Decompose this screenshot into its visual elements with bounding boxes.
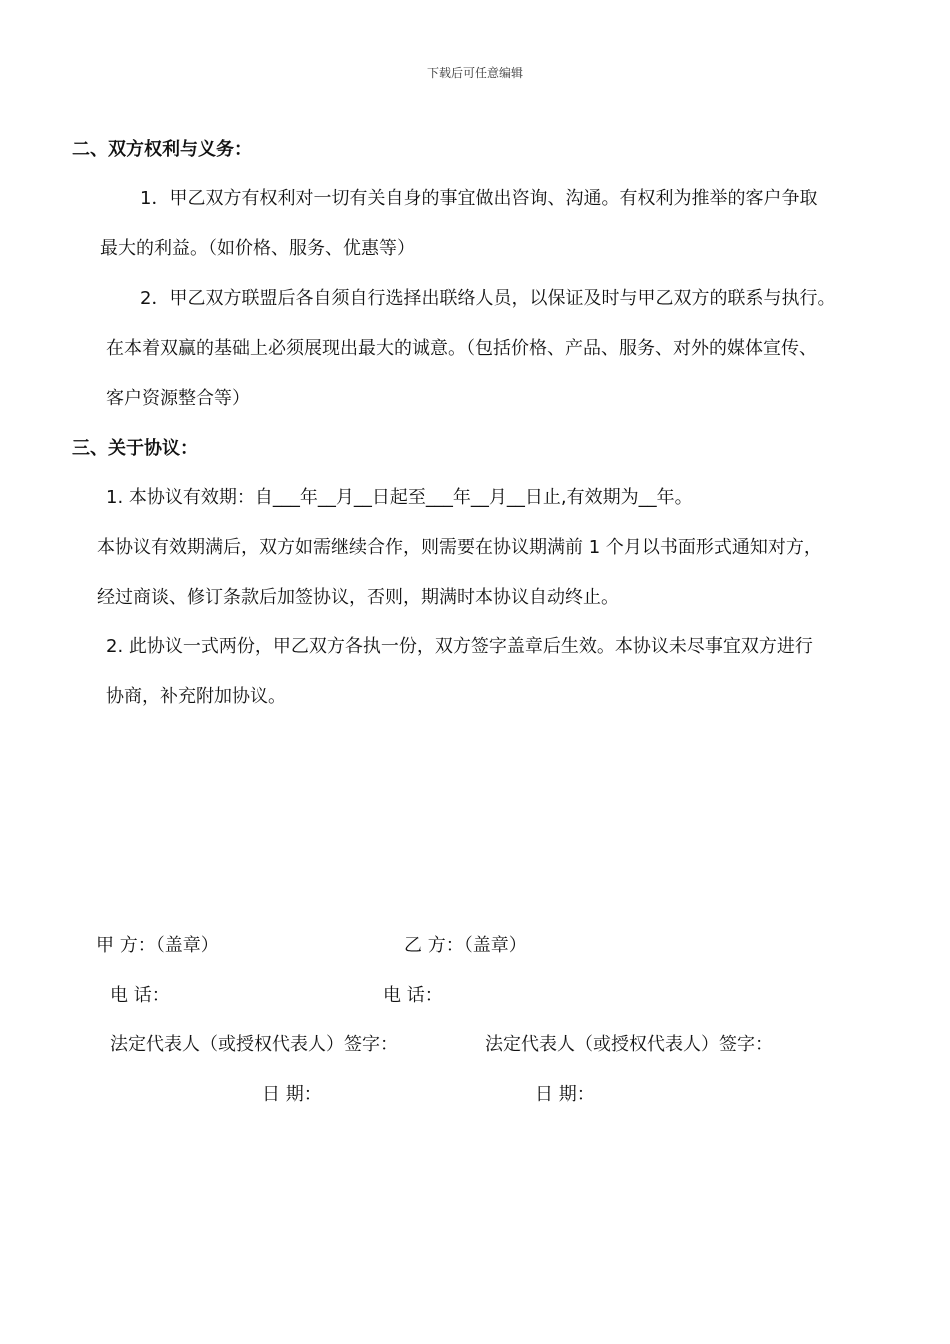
- party-a-phone-label: 电 话：: [110, 985, 170, 1006]
- party-a-representative-signature-label: 法定代表人（或授权代表人）签字：: [110, 1034, 398, 1055]
- party-a-date-label: 日 期：: [262, 1084, 322, 1105]
- party-b-representative-signature-label: 法定代表人（或授权代表人）签字：: [485, 1034, 773, 1055]
- section-3-item-1-line-2: 本协议有效期满后，双方如需继续合作，则需要在协议期满前 1 个月以书面形式通知对方，: [97, 537, 822, 558]
- party-a-seal-label: 甲 方：（盖章）: [96, 935, 219, 956]
- party-b-phone-label: 电 话：: [383, 985, 443, 1006]
- page-header-note: 下载后可任意编辑: [426, 66, 523, 80]
- section-3-item-1-line-1: 1. 本协议有效期：自___年__月__日起至___年__月__日止,有效期为__年。: [106, 487, 693, 508]
- section-3-heading: 三、关于协议：: [72, 438, 198, 459]
- party-b-date-label: 日 期：: [535, 1084, 595, 1105]
- section-3-item-2-line-1: 2. 此协议一式两份，甲乙双方各执一份，双方签字盖章后生效。本协议未尽事宜双方进行: [106, 636, 813, 657]
- section-2-heading: 二、双方权利与义务：: [72, 139, 252, 160]
- section-2-item-1-line-2: 最大的利益。（如价格、服务、优惠等）: [100, 238, 415, 259]
- section-2-item-1-line-1: 1．甲乙双方有权利对一切有关自身的事宜做出咨询、沟通。有权利为推举的客户争取: [140, 188, 818, 209]
- section-2-item-2-line-2: 在本着双赢的基础上必须展现出最大的诚意。（包括价格、产品、服务、对外的媒体宣传、: [106, 338, 817, 359]
- section-2-item-2-line-1: 2．甲乙双方联盟后各自须自行选择出联络人员，以保证及时与甲乙双方的联系与执行。: [140, 288, 836, 309]
- section-2-item-2-line-3: 客户资源整合等）: [106, 388, 250, 409]
- section-3-item-2-line-2: 协商，补充附加协议。: [106, 686, 286, 707]
- party-b-seal-label: 乙 方：（盖章）: [404, 935, 527, 956]
- section-3-item-1-line-3: 经过商谈、修订条款后加签协议，否则，期满时本协议自动终止。: [97, 587, 619, 608]
